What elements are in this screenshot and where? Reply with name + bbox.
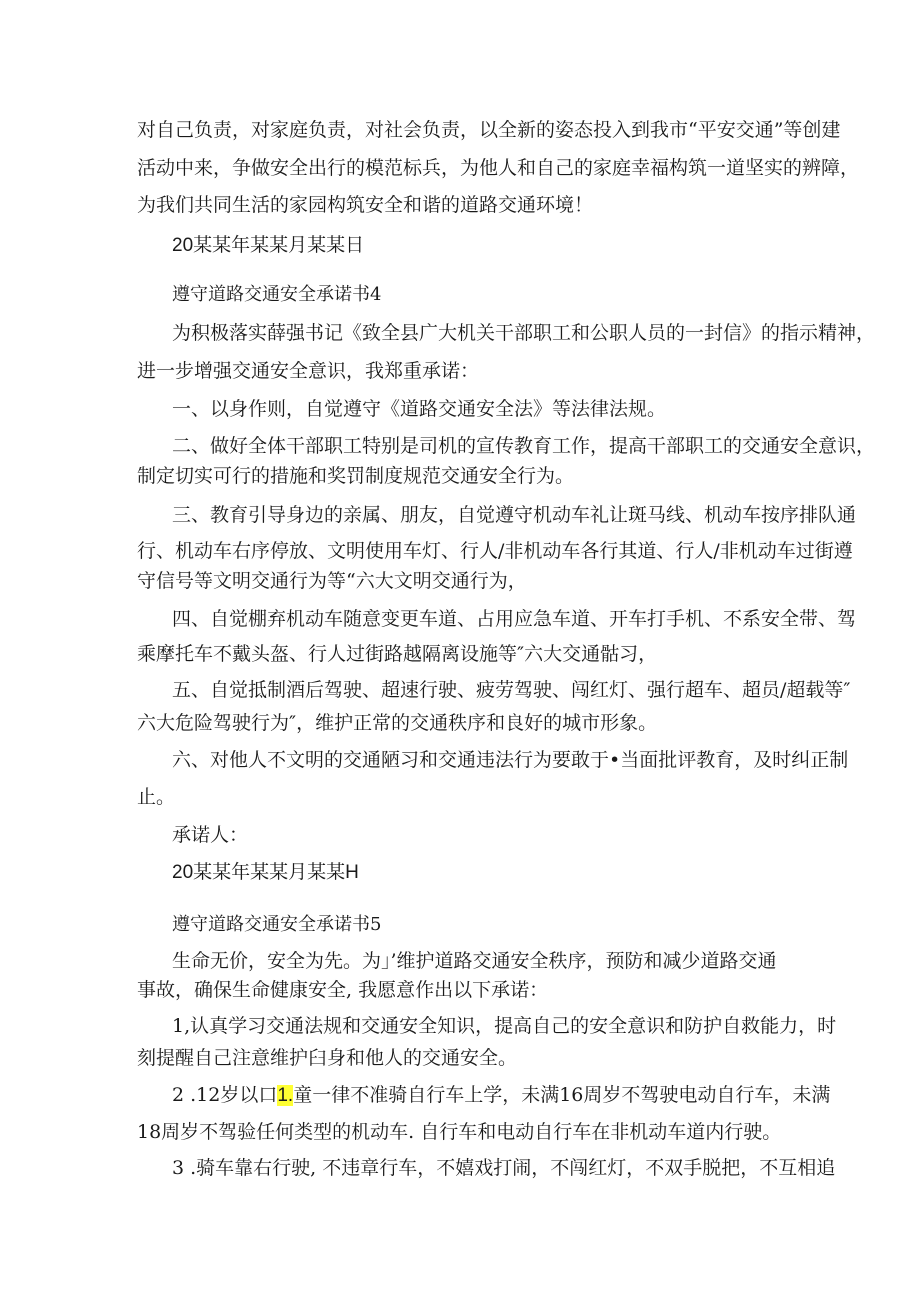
date-line: 20某某年某某月某某H xyxy=(172,862,359,883)
text-line: 事故，确保生命健康安全, 我愿意作出以下承诺： xyxy=(137,979,549,1001)
list-item: 止。 xyxy=(137,786,176,808)
list-item: 六、对他人不文明的交通陋习和交通违法行为要敢于•当面批评教育，及时纠正制 xyxy=(172,749,849,771)
highlighted-text: 1. xyxy=(277,1085,294,1106)
text-line: 生命无价，安全为先。为」’维护道路交通安全秩序，预防和减少道路交通 xyxy=(172,950,777,972)
numbered-item: 刻提醒自己注意维护臼身和他人的交通安全。 xyxy=(137,1047,518,1069)
text-line: 进一步增强交通安全意识，我郑重承诺： xyxy=(137,360,480,382)
list-item: 三、教育引导身边的亲属、朋友，自觉遵守机动车礼让斑马线、机动车按序排队通 xyxy=(172,504,857,526)
list-item: 制定切实可行的措施和奖罚制度规范交通安全行为。 xyxy=(137,465,575,487)
list-item: 乘摩托车不戴头盔、行人过街路越隔离设施等″六大交通骷习， xyxy=(137,643,658,665)
section-title: 遵守道路交通安全承诺书5 xyxy=(172,914,382,935)
list-item: 六大危险驾驶行为″，维护正常的交通秩序和良好的城市形象。 xyxy=(137,712,658,734)
item-number: 2 .12岁以口 xyxy=(172,1084,278,1106)
item-text: 童一律不准骑自行车上学，未满16周岁不驾驶电动自行车，未满 xyxy=(293,1084,831,1106)
numbered-item: 3 .骑车靠右行驶, 不违章行车，不嬉戏打闹，不闯红灯，不双手脱把，不互相追 xyxy=(172,1157,836,1179)
numbered-item: 18周岁不驾验任何类型的机动车. 自行车和电动自行车在非机动车道内行驶。 xyxy=(137,1121,782,1143)
date-line: 20某某年某某月某某日 xyxy=(172,235,365,256)
text-line: 为我们共同生活的家园构筑安全和谐的道路交通环境！ xyxy=(137,194,594,216)
list-item: 行、机动车右序停放、文明使用车灯、行人/非机动车各行其道、行人/非机动车过街遵 xyxy=(137,540,853,562)
signer-label: 承诺人： xyxy=(172,824,249,846)
list-item: 四、自觉棚弃机动车随意变更车道、占用应急车道、开车打手机、不系安全带、驾 xyxy=(172,608,857,630)
numbered-item: 1,认真学习交通法规和交通安全知识，提高自己的安全意识和防护自救能力，时 xyxy=(172,1015,837,1037)
section-title: 遵守道路交通安全承诺书4 xyxy=(172,284,382,305)
list-item: 一、以身作则，自觉遵守《道路交通安全法》等法律法规。 xyxy=(172,398,667,420)
list-item: 守信号等文明交通行为等“六大文明交通行为， xyxy=(137,570,527,592)
list-item: 二、做好全体干部职工特别是司机的宣传教育工作，提高干部职工的交通安全意识， xyxy=(172,435,876,457)
text-line: 为积极落实薛强书记《致全县广大机关干部职工和公职人员的一封信》的指示精神， xyxy=(172,322,876,344)
numbered-item xyxy=(172,1082,830,1109)
list-item: 五、自觉抵制酒后驾驶、超速行驶、疲劳驾驶、闯红灯、强行超车、超员/超载等″ xyxy=(172,679,851,701)
text-line: 对自己负责，对家庭负责，对社会负责，以全新的姿态投入到我市“平安交通”等创建 xyxy=(137,119,841,141)
text-line: 活动中来，争做安全出行的模范标兵，为他人和自己的家庭幸福构筑一道坚实的辨障， xyxy=(137,157,860,179)
